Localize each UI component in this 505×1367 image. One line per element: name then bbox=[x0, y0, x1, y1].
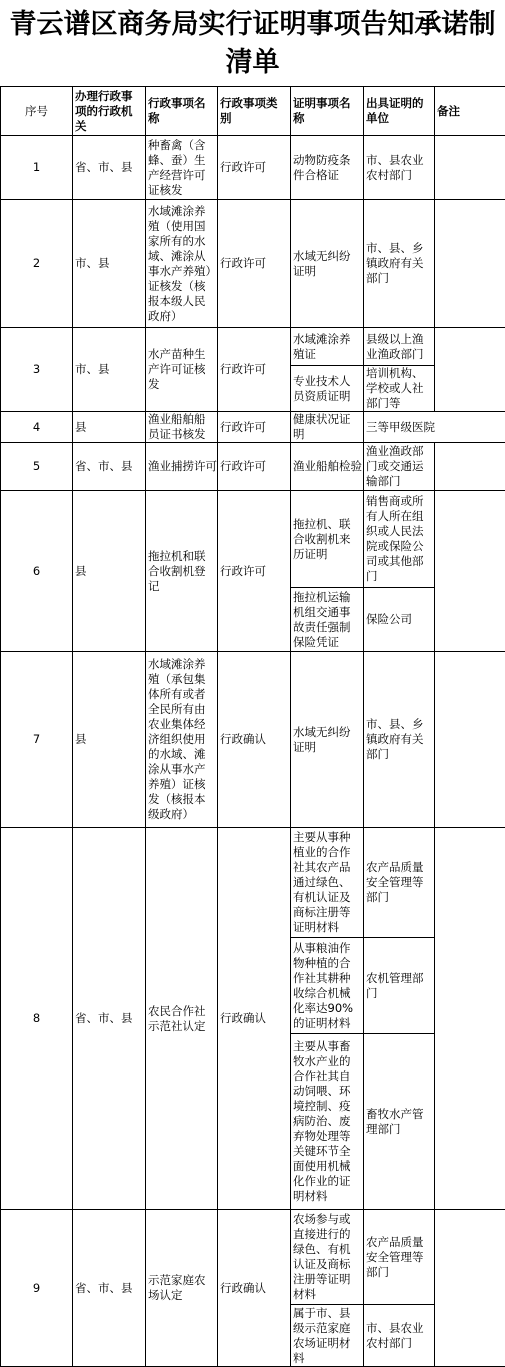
row-org: 省、市、县 bbox=[73, 1210, 146, 1367]
row-proof: 主要从事种植业的合作社其农产品通过绿色、有机认证及商标注册等证明材料 bbox=[291, 828, 364, 938]
table-row bbox=[1, 652, 505, 828]
row-org: 省、市、县 bbox=[73, 828, 146, 1210]
row-unit: 保险公司 bbox=[364, 588, 435, 652]
header-remark: 备注 bbox=[435, 87, 505, 136]
table-row bbox=[1, 412, 505, 443]
row-remark bbox=[435, 328, 505, 412]
header-org: 办理行政事项的行政机关 bbox=[73, 87, 146, 136]
row-unit: 三等甲级医院 bbox=[364, 412, 505, 443]
table-row bbox=[1, 443, 505, 491]
row-unit: 渔业渔政部门或交通运输部门 bbox=[364, 443, 435, 491]
table-row bbox=[1, 328, 505, 366]
row-unit: 市、县农业农村部门 bbox=[364, 136, 435, 200]
row-unit: 市、县、乡镇政府有关部门 bbox=[364, 200, 435, 328]
header-unit: 出具证明的单位 bbox=[364, 87, 435, 136]
row-org: 市、县 bbox=[73, 200, 146, 328]
row-no: 3 bbox=[1, 328, 73, 412]
row-item: 拖拉机和联合收割机登记 bbox=[146, 491, 218, 652]
row-item: 水产苗种生产许可证核发 bbox=[146, 328, 218, 412]
row-unit: 农产品质量安全管理等部门 bbox=[364, 828, 435, 938]
row-org: 县 bbox=[73, 491, 146, 652]
row-proof: 动物防疫条件合格证 bbox=[291, 136, 364, 200]
table-row bbox=[1, 136, 505, 200]
row-remark bbox=[435, 136, 505, 200]
header-proof: 证明事项名称 bbox=[291, 87, 364, 136]
row-proof: 农场参与或直接进行的绿色、有机认证及商标注册等证明材料 bbox=[291, 1210, 364, 1305]
row-no: 4 bbox=[1, 412, 73, 443]
row-org: 市、县 bbox=[73, 328, 146, 412]
row-unit: 县级以上渔业渔政部门 bbox=[364, 328, 435, 366]
row-org: 省、市、县 bbox=[73, 136, 146, 200]
row-remark bbox=[435, 1210, 505, 1367]
header-item: 行政事项名称 bbox=[146, 87, 218, 136]
row-remark bbox=[435, 491, 505, 652]
row-proof: 主要从事畜牧水产业的合作社其自动饲喂、环境控制、疫病防治、废弃物处理等关键环节全面使用机械化作业的证明材料 bbox=[291, 1034, 364, 1210]
row-item: 渔业船舶船员证书核发 bbox=[146, 412, 218, 443]
row-unit: 农机管理部门 bbox=[364, 938, 435, 1034]
row-type: 行政许可 bbox=[218, 328, 291, 412]
table-row bbox=[1, 491, 505, 588]
row-item: 水域滩涂养殖（使用国家所有的水域、滩涂从事水产养殖）证核发（核报本级人民政府） bbox=[146, 200, 218, 328]
row-item: 农民合作社示范社认定 bbox=[146, 828, 218, 1210]
row-no: 5 bbox=[1, 443, 73, 491]
row-proof: 从事粮油作物种植的合作社其耕种收综合机械化率达90%的证明材料 bbox=[291, 938, 364, 1034]
row-type: 行政确认 bbox=[218, 828, 291, 1210]
header-type: 行政事项类别 bbox=[218, 87, 291, 136]
row-proof: 拖拉机、联合收割机来历证明 bbox=[291, 491, 364, 588]
row-no: 2 bbox=[1, 200, 73, 328]
row-item: 示范家庭农场认定 bbox=[146, 1210, 218, 1367]
row-org: 县 bbox=[73, 652, 146, 828]
row-type: 行政许可 bbox=[218, 136, 291, 200]
row-type: 行政确认 bbox=[218, 652, 291, 828]
row-item: 水域滩涂养殖（承包集体所有或者全民所有由农业集体经济组织使用的水域、滩涂从事水产养殖）证核发（核报本级政府） bbox=[146, 652, 218, 828]
row-item: 种畜禽（含蜂、蚕）生产经营许可证核发 bbox=[146, 136, 218, 200]
row-no: 1 bbox=[1, 136, 73, 200]
row-no: 8 bbox=[1, 828, 73, 1210]
row-unit: 销售商或所有人所在组织或人民法院或保险公司或其他部门 bbox=[364, 491, 435, 588]
row-unit: 培训机构、学校或人社部门等 bbox=[364, 366, 435, 412]
row-unit: 畜牧水产管理部门 bbox=[364, 1034, 435, 1210]
row-remark bbox=[435, 443, 505, 491]
row-unit: 市、县农业农村部门 bbox=[364, 1305, 435, 1367]
table-row bbox=[1, 200, 505, 328]
row-proof: 渔业船舶检验 bbox=[291, 443, 364, 491]
page-title: 青云谱区商务局实行证明事项告知承诺制清单 bbox=[9, 9, 496, 78]
row-no: 9 bbox=[1, 1210, 73, 1367]
row-proof: 属于市、县级示范家庭农场证明材料 bbox=[291, 1305, 364, 1367]
row-proof: 拖拉机运输机组交通事故责任强制保险凭证 bbox=[291, 588, 364, 652]
row-unit: 农产品质量安全管理等部门 bbox=[364, 1210, 435, 1305]
row-remark bbox=[435, 652, 505, 828]
table-header-row bbox=[1, 87, 505, 136]
row-proof: 水域无纠纷证明 bbox=[291, 200, 364, 328]
row-type: 行政许可 bbox=[218, 491, 291, 652]
header-no: 序号 bbox=[1, 87, 73, 136]
row-type: 行政许可 bbox=[218, 200, 291, 328]
row-org: 县 bbox=[73, 412, 146, 443]
table-row bbox=[1, 1210, 505, 1305]
row-item: 渔业捕捞许可 bbox=[146, 443, 218, 491]
row-type: 行政许可 bbox=[218, 443, 291, 491]
commitment-table bbox=[0, 86, 505, 1367]
row-unit: 市、县、乡镇政府有关部门 bbox=[364, 652, 435, 828]
row-type: 行政许可 bbox=[218, 412, 291, 443]
row-proof: 健康状况证明 bbox=[291, 412, 364, 443]
row-org: 省、市、县 bbox=[73, 443, 146, 491]
row-remark bbox=[435, 828, 505, 1210]
row-proof: 水域滩涂养殖证 bbox=[291, 328, 364, 366]
row-proof: 水域无纠纷证明 bbox=[291, 652, 364, 828]
row-no: 7 bbox=[1, 652, 73, 828]
row-proof: 专业技术人员资质证明 bbox=[291, 366, 364, 412]
row-remark bbox=[435, 200, 505, 328]
row-no: 6 bbox=[1, 491, 73, 652]
row-type: 行政确认 bbox=[218, 1210, 291, 1367]
table-row bbox=[1, 828, 505, 938]
